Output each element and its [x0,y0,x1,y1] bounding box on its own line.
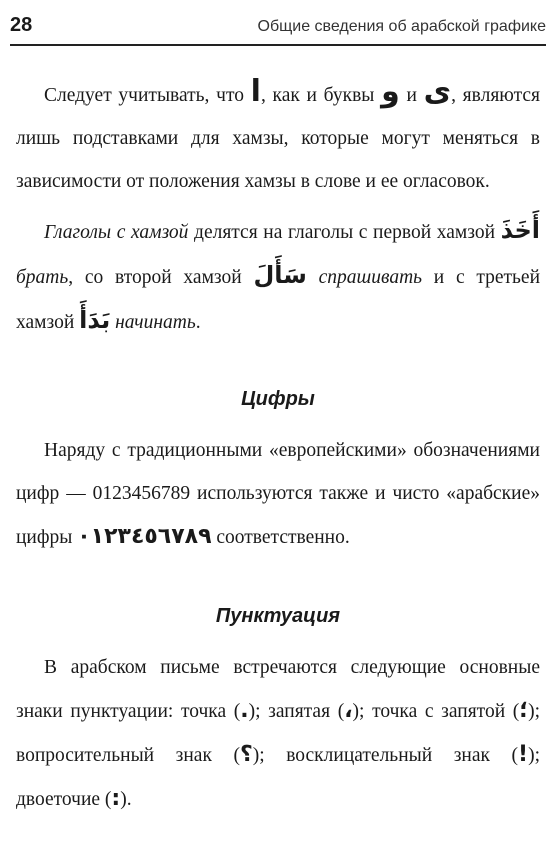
translation-italic: спрашивать [318,267,423,288]
text: делятся на глаголы с первой хамзой [188,222,501,243]
text: Следует учитывать, что [44,85,251,106]
section-heading-digits: Цифры [241,388,315,410]
translation-italic: брать [16,267,69,288]
text: соответственно. [211,527,350,548]
text: ); вопросительный знак ( [16,701,541,766]
text: и с третьей хамзой [16,267,541,333]
header-rule [10,44,546,46]
arabic-question-mark: ؟ [239,742,253,767]
arabic-alif: ا [250,74,261,109]
running-title: Общие сведения об арабской графике [257,18,546,35]
arabic-digits: ٠١٢٣٤٥٦٧٨٩ [77,524,212,549]
text: Наряду с традиционными «европейскими» обозначениями цифр — 0123456789 используются также и чисто «арабские» цифры [16,440,540,548]
text: ); точка с запятой ( [352,701,520,722]
text: , являются лишь подставками для хамзы, которые могут меняться в зависимости от положения хамзы в слове и ее огласовок. [16,85,540,192]
paragraph-hamza-carriers [16,70,540,203]
page-header [10,14,546,42]
arabic-waw: و [381,74,400,109]
text: ); двоеточие ( [16,745,541,810]
exclamation-mark: ! [518,742,529,767]
page-body [16,70,540,821]
text: . [195,312,201,333]
text: ); запятая ( [248,701,345,722]
text: и [399,85,424,106]
text: ). [120,789,132,810]
text: В арабском письме встречаются следующие основные знаки пунктуации: точка ( [16,657,540,722]
arabic-verb-akhadha: أَخَذَ [500,216,540,244]
arabic-comma-mark: ، [344,698,353,723]
arabic-period-mark: . [240,698,249,723]
paragraph-hamza-verbs [16,209,540,344]
arabic-verb-badaa: بَدَأَ [79,306,111,334]
section-heading-punctuation: Пунктуация [215,605,341,627]
arabic-verb-saala: سَأَلَ [253,261,307,289]
page-number: 28 [10,14,33,36]
text: , как и буквы [260,85,382,106]
arabic-ya: ى [423,74,452,109]
arabic-semicolon-mark: ؛ [519,698,529,723]
translation-italic: начинать [115,312,196,333]
term-italic: Глаголы с хамзой [44,222,189,243]
text: ); восклицательный знак ( [252,745,519,766]
paragraph-digits [16,429,540,559]
colon-mark: : [111,786,121,811]
paragraph-punctuation [16,646,540,821]
text: , со второй хамзой [68,267,254,288]
